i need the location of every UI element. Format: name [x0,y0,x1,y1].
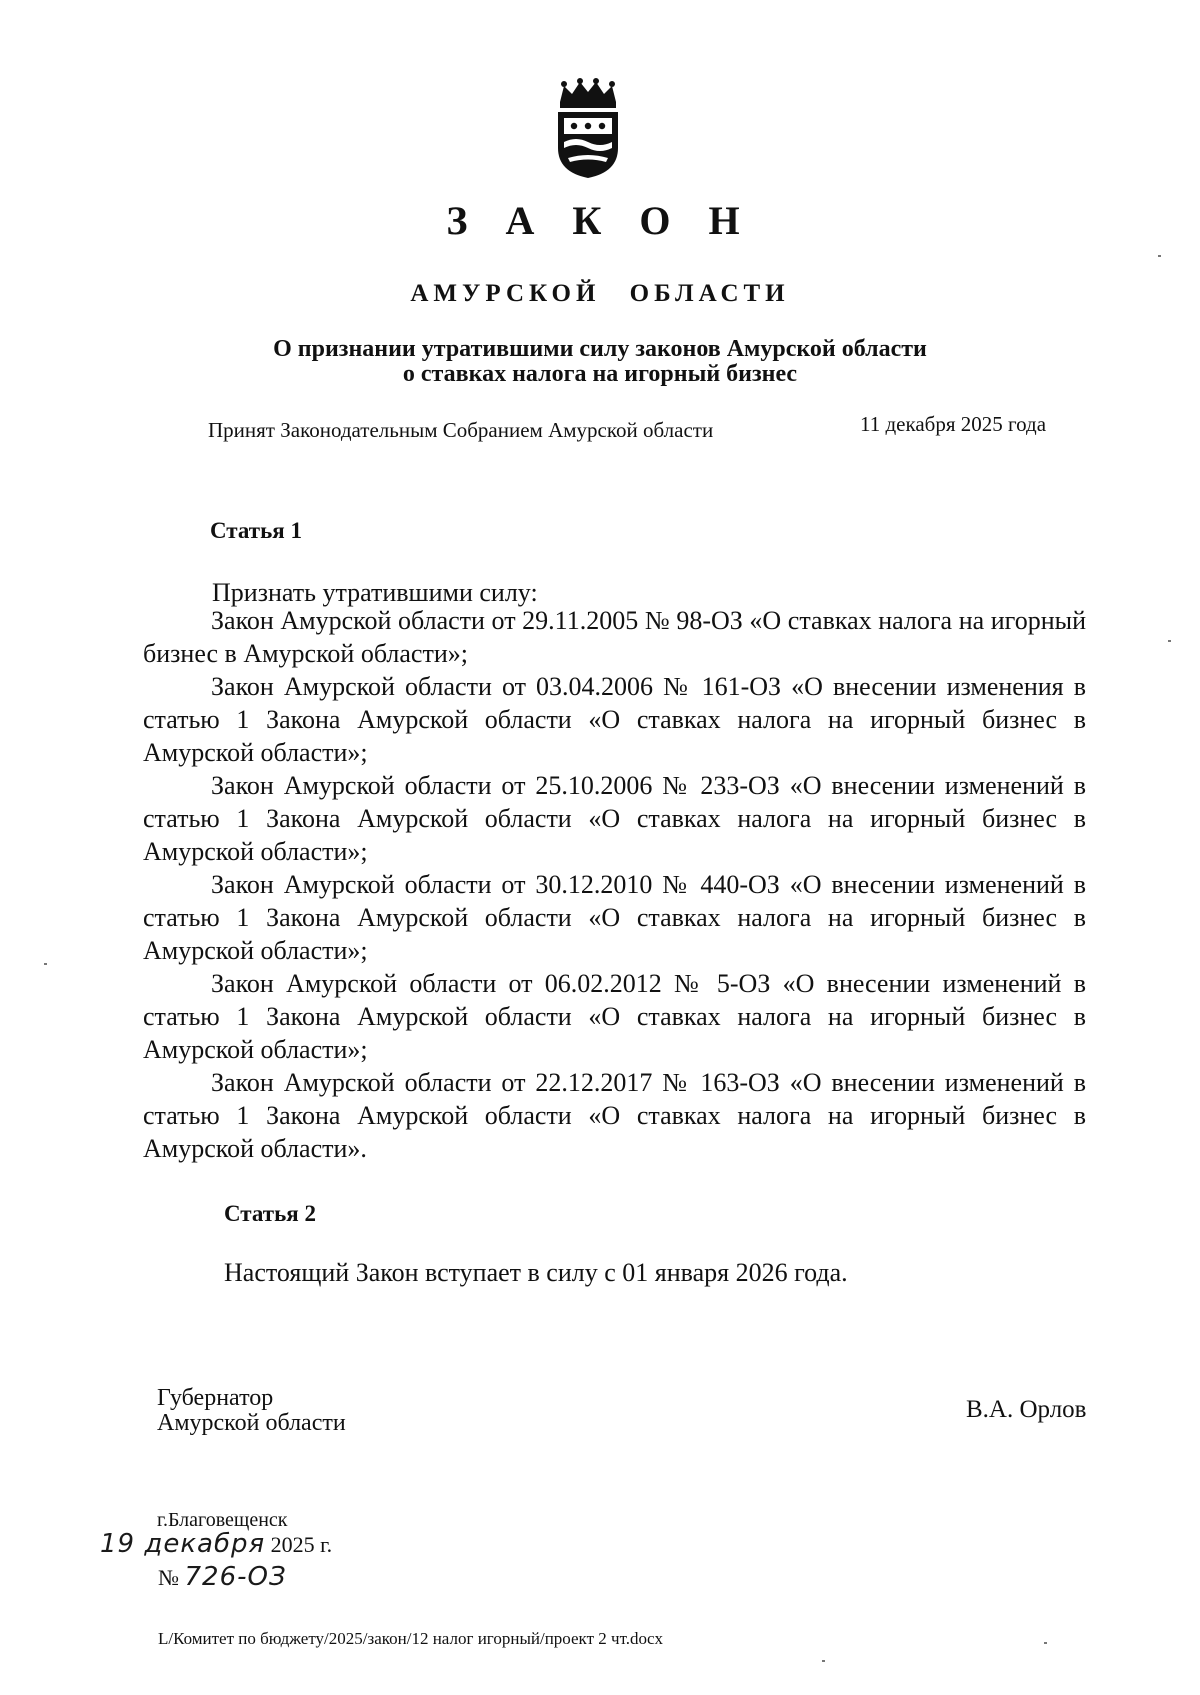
list-item: Закон Амурской области от 22.12.2017 № 163-ОЗ «О внесении изменений в статью 1 Закона Амурской области «О ставках налога на игорный бизнес в Амурской области». [143,1068,1086,1163]
signing-date [100,1528,332,1561]
repealed-laws-list [143,604,1086,1165]
list-item: Закон Амурской области от 30.12.2010 № 440-ОЗ «О внесении изменений в статью 1 Закона Амурской области «О ставках налога на игорный бизнес в Амурской области»; [143,870,1086,965]
law-title-line-2: о ставках налога на игорный бизнес [402,361,798,387]
article-2-heading: Статья 2 [224,1201,316,1226]
scan-artifact [1158,255,1161,257]
handwritten-date: 19 декабря [100,1529,266,1559]
signatory-position-line-2: Амурской области [157,1410,346,1436]
document-type-title: З А К О Н [446,198,754,243]
article-1-intro: Признать утратившими силу: [212,578,538,607]
law-number [158,1560,287,1595]
signing-year: 2025 г. [270,1532,333,1557]
scan-artifact [1168,640,1171,642]
list-item: Закон Амурской области от 29.11.2005 № 98-ОЗ «О ставках налога на игорный бизнес в Амурской области»; [143,606,1086,668]
list-item: Закон Амурской области от 03.04.2006 № 161-ОЗ «О внесении изменения в статью 1 Закона Амурской области «О ставках налога на игорный бизнес в Амурской области»; [143,672,1086,767]
signing-city: г.Благовещенск [157,1509,288,1531]
article-1-heading: Статья 1 [210,518,302,543]
handwritten-law-number: 726-ОЗ [184,1562,287,1592]
scan-artifact [44,963,47,965]
law-title-line-1: О признании утратившими силу законов Амурской области [273,336,927,362]
list-item: Закон Амурской области от 06.02.2012 № 5-ОЗ «О внесении изменений в статью 1 Закона Амурской области «О ставках налога на игорный бизнес в Амурской области»; [143,969,1086,1064]
scan-artifact [1044,1642,1047,1644]
adopted-date: 11 декабря 2025 года [860,412,1047,436]
signatory-name: В.А. Орлов [966,1396,1087,1423]
amur-oblast-coat-of-arms-icon [550,78,626,180]
region-name: АМУРСКОЙ ОБЛАСТИ [410,280,790,307]
adopted-by: Принят Законодательным Собранием Амурской области [208,418,714,442]
law-title [0,337,1200,387]
signatory-position [157,1386,346,1436]
scan-artifact [822,1660,825,1662]
law-number-prefix: № [158,1565,179,1590]
list-item: Закон Амурской области от 25.10.2006 № 233-ОЗ «О внесении изменений в статью 1 Закона Амурской области «О ставках налога на игорный бизнес в Амурской области»; [143,771,1086,866]
signatory-position-line-1: Губернатор [157,1385,274,1411]
file-path-footer: L/Комитет по бюджету/2025/закон/12 налог игорный/проект 2 чт.docx [158,1629,664,1648]
effective-date-text: Настоящий Закон вступает в силу с 01 января 2026 года. [224,1258,848,1287]
